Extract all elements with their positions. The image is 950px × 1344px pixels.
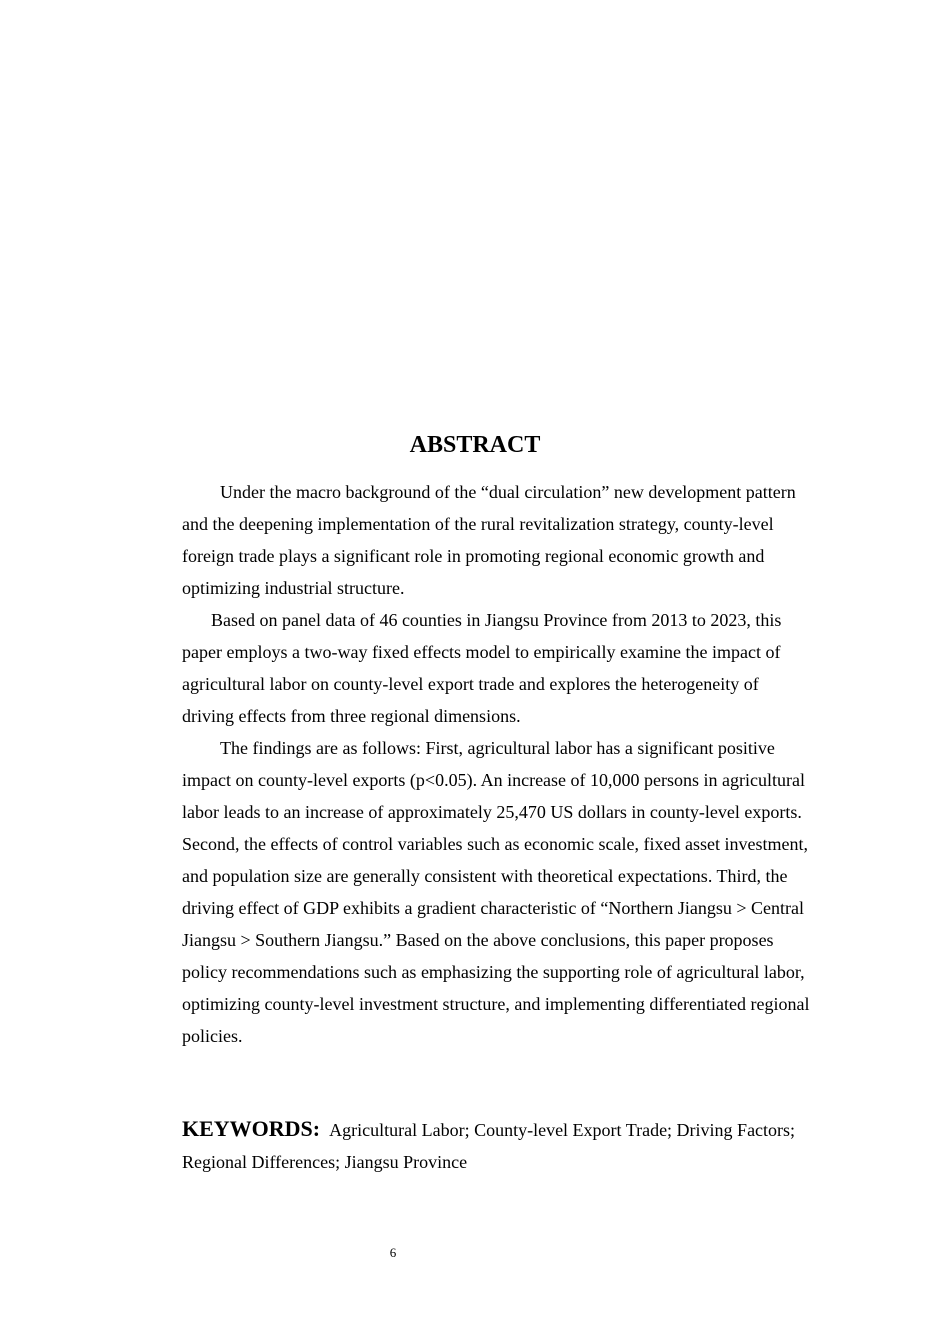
keywords-text: Agricultural Labor; County-level Export Trade; Driving Factors; Regional Differences; Jiangsu Province [182,1120,796,1172]
abstract-title: ABSTRACT [409,432,541,458]
keywords-label: KEYWORDS: [182,1116,321,1141]
abstract-paragraph-1: Under the macro background of the “dual circulation” new development pattern and the deepening implementation of the rural revitalization strategy, county-level foreign trade plays a significant role in promoting regional economic growth and optimizing industrial structure. [182,482,796,598]
abstract-body [182,476,810,1052]
abstract-paragraph-3: The findings are as follows: First, agricultural labor has a significant positive impact on county-level exports (p<0.05). An increase of 10,000 persons in agricultural labor leads to an increase of approximately 25,470 US dollars in county-level exports. Second, the effects of control variables such as economic scale, fixed asset investment, and population size are generally consistent with theoretical expectations. Third, the driving effect of GDP exhibits a gradient characteristic of “Northern Jiangsu > Central Jiangsu > Southern Jiangsu.” Based on the above conclusions, this paper proposes policy recommendations such as emphasizing the supporting role of agricultural labor, optimizing county-level investment structure, and implementing differentiated regional policies. [182,738,810,1046]
keywords-section [182,1113,810,1178]
page-number: 6 [389,1245,397,1260]
abstract-paragraph-2: Based on panel data of 46 counties in Jiangsu Province from 2013 to 2023, this paper employs a two-way fixed effects model to empirically examine the impact of agricultural labor on county-level export trade and explores the heterogeneity of driving effects from three regional dimensions. [182,610,782,726]
